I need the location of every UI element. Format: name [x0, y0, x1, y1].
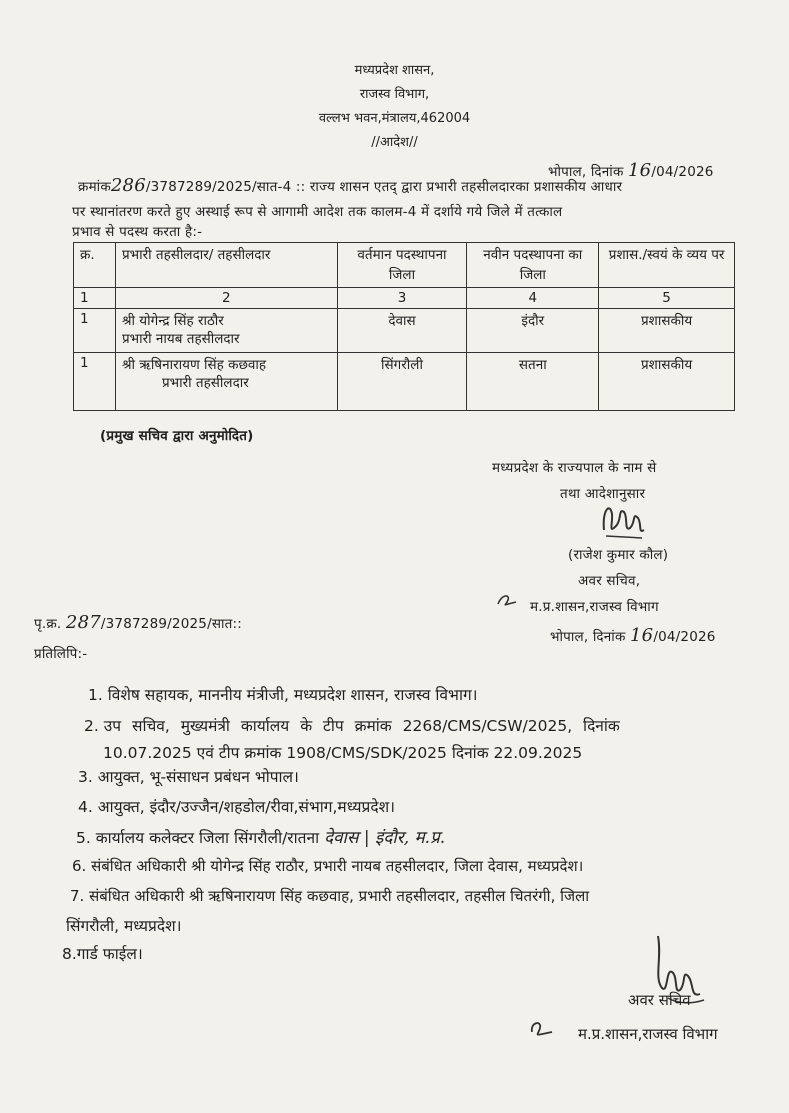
col-header-officer: प्रभारी तहसीलदार/ तहसीलदार [115, 243, 337, 288]
list-number: 1. [88, 686, 103, 704]
signatory-2-department: म.प्र.शासन,राजस्व विभाग [578, 1025, 718, 1043]
list-text: संबंधित अधिकारी श्री योगेन्द्र सिंह राठौर, प्रभारी नायब तहसीलदार, जिला देवास, मध्यप्रदेश। [91, 857, 584, 875]
date-day-handwritten: 16 [630, 625, 654, 646]
col-header-basis: प्रशास./स्वयं के व्यय पर [599, 243, 735, 288]
list-number: 4. [78, 798, 93, 816]
list-item-continuation: सिंगरौली, मध्यप्रदेश। [66, 917, 182, 935]
header-government: मध्यप्रदेश शासन, [354, 63, 435, 78]
list-item [88, 683, 478, 705]
officer-name: श्री ऋषिनारायण सिंह कछवाह [121, 357, 267, 373]
cell-new-district: सतना [467, 353, 599, 411]
header-order-title: //आदेश// [371, 135, 418, 150]
order-paragraph-line3: प्रभाव से पदस्थ करता है:- [72, 224, 203, 240]
list-number: 6. [72, 857, 87, 875]
list-item [62, 942, 143, 964]
list-text: उप सचिव, मुख्यमंत्री कार्यालय के टीप क्रमांक 2268/CMS/CSW/2025, दिनांक [103, 717, 620, 735]
governor-name-line: मध्यप्रदेश के राज्यपाल के नाम से [492, 460, 657, 476]
list-item [84, 714, 620, 736]
table-row [74, 353, 735, 411]
order-paragraph-line2: पर स्थानांतरण करते हुए अस्थाई रूप से आगामी आदेश तक कालम-4 में दर्शाये गये जिले में तत्काल [72, 204, 563, 220]
signatory-2-designation: अवर सचिव [628, 991, 691, 1009]
list-text: संबंधित अधिकारी श्री ऋषिनारायण सिंह कछवाह, प्रभारी तहसीलदार, तहसील चितरंगी, जिला [89, 887, 590, 905]
initial-mark-2 [528, 1018, 554, 1040]
cell-sno: 1 [74, 353, 116, 411]
list-text: गार्ड फाईल। [76, 945, 143, 963]
handwritten-addition: देवास | इंदौर, म.प्र. [324, 828, 446, 848]
list-item [78, 795, 395, 817]
signature-mark-1 [598, 500, 648, 544]
col-number: 4 [467, 288, 599, 309]
by-order-line: तथा आदेशानुसार [560, 486, 646, 502]
list-item [76, 825, 445, 848]
list-number: 5. [76, 829, 91, 847]
place-date-label: भोपाल, दिनांक [548, 164, 624, 180]
list-item [72, 856, 583, 876]
cell-new-district: इंदौर [467, 309, 599, 353]
place-date-label: भोपाल, दिनांक [550, 629, 626, 645]
table-numbering-row [74, 288, 735, 309]
endorsement-prefix: पृ.क्र. [34, 616, 62, 632]
list-item [70, 886, 589, 906]
cell-basis: प्रशासकीय [599, 353, 735, 411]
list-number: 7. [70, 887, 85, 905]
order-ref-prefix: क्रमांक [78, 179, 111, 195]
order-reference-line [78, 175, 622, 196]
list-text: आयुक्त, इंदौर/उज्जैन/शहडोल/रीवा,संभाग,मध्यप्रदेश। [97, 798, 395, 816]
transfer-table [73, 242, 735, 411]
order-ref-suffix: /3787289/2025/सात-4 :: [145, 179, 306, 195]
list-item [78, 765, 299, 787]
signatory-name: (राजेश कुमार कौल) [568, 547, 669, 563]
list-number: 8. [62, 945, 77, 963]
cell-sno: 1 [74, 309, 116, 353]
list-text: आयुक्त, भू-संसाधन प्रबंधन भोपाल। [97, 768, 299, 786]
table-header-row [74, 243, 735, 288]
order-number-handwritten: 286 [110, 175, 146, 196]
table-row [74, 309, 735, 353]
list-text: कार्यालय कलेक्टर जिला सिंगरौली/रातना [95, 829, 320, 847]
place-date-2 [550, 625, 716, 646]
col-header-current-district: वर्तमान पदस्थापना जिला [337, 243, 467, 288]
date-rest: /04/2026 [651, 164, 714, 180]
signatory-designation: अवर सचिव, [578, 573, 641, 589]
col-number: 2 [115, 288, 337, 309]
header-address: वल्लभ भवन,मंत्रालय,462004 [318, 111, 471, 126]
cell-officer [115, 353, 337, 411]
list-number: 2. [84, 717, 99, 735]
cell-current-district: देवास [337, 309, 467, 353]
date-day-handwritten: 16 [628, 160, 652, 181]
col-number: 3 [337, 288, 467, 309]
copy-to-label: प्रतिलिपि:- [34, 646, 88, 662]
col-number: 5 [599, 288, 735, 309]
list-item-continuation: 10.07.2025 एवं टीप क्रमांक 1908/CMS/SDK/2025 दिनांक 22.09.2025 [103, 744, 583, 762]
list-number: 3. [78, 768, 93, 786]
order-paragraph-line1: राज्य शासन एतद् द्वारा प्रभारी तहसीलदारका प्रशासकीय आधार [309, 179, 623, 195]
endorsement-number-handwritten: 287 [65, 612, 101, 633]
cell-officer [115, 309, 337, 353]
officer-name: श्री योगेन्द्र सिंह राठौर [121, 313, 224, 329]
endorsement-reference [34, 612, 242, 633]
list-text: विशेष सहायक, माननीय मंत्रीजी, मध्यप्रदेश शासन, राजस्व विभाग। [107, 686, 478, 704]
approval-note: (प्रमुख सचिव द्वारा अनुमोदित) [100, 428, 254, 444]
officer-designation: प्रभारी तहसीलदार [161, 375, 249, 391]
cell-current-district: सिंगरौली [337, 353, 467, 411]
cell-basis: प्रशासकीय [599, 309, 735, 353]
signatory-department: म.प्र.शासन,राजस्व विभाग [530, 599, 659, 615]
header-department: राजस्व विभाग, [359, 87, 430, 102]
officer-designation: प्रभारी नायब तहसीलदार [121, 331, 240, 347]
initial-mark-1 [496, 592, 518, 608]
date-rest: /04/2026 [653, 629, 716, 645]
col-header-sno: क्र. [74, 243, 116, 288]
col-header-new-district: नवीन पदस्थापना का जिला [467, 243, 599, 288]
col-number: 1 [74, 288, 116, 309]
endorsement-suffix: /3787289/2025/सात:: [100, 616, 243, 632]
